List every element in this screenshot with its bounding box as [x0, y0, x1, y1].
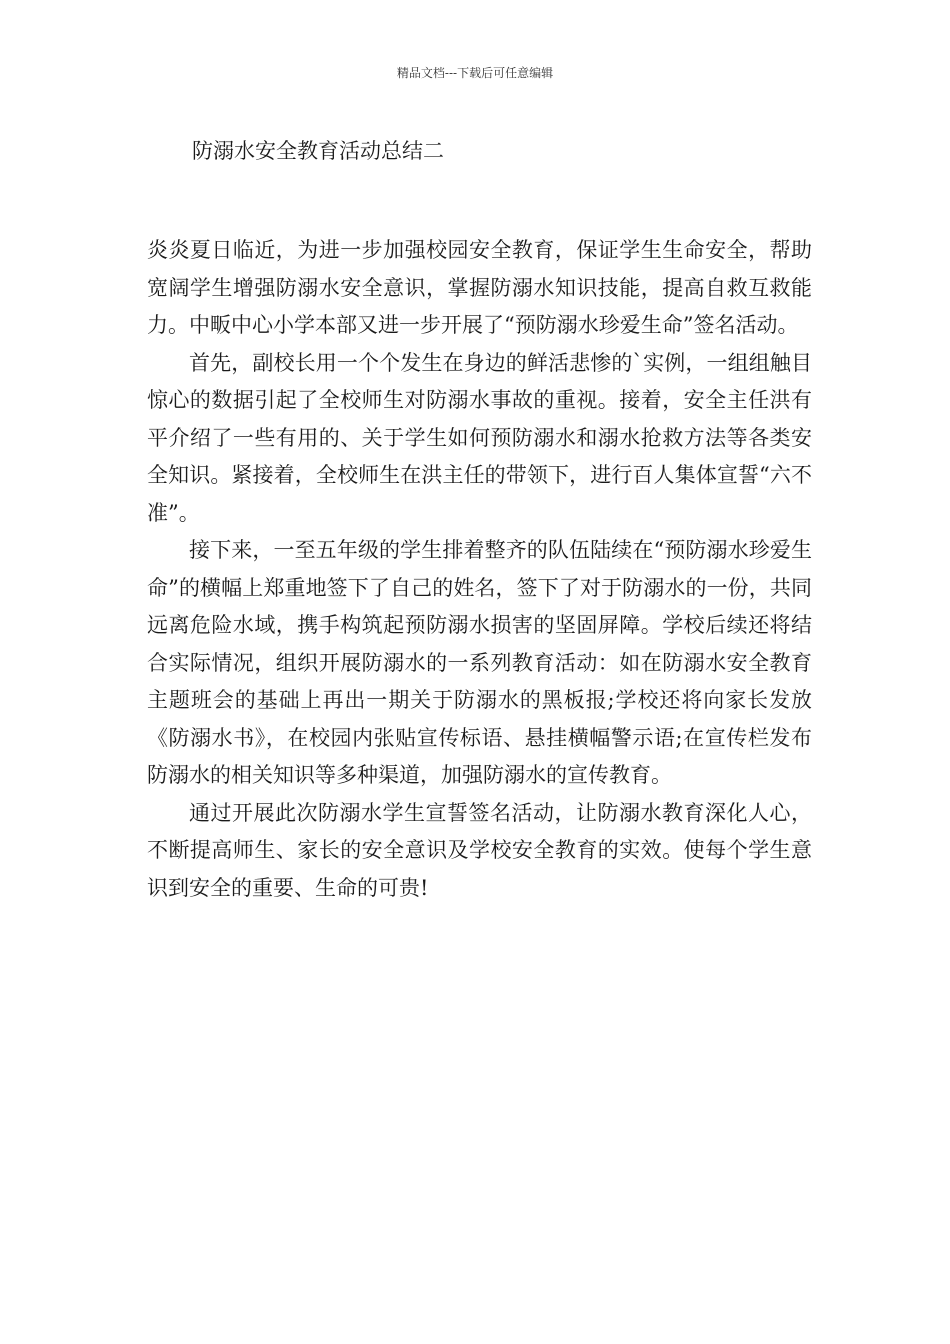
paragraph-1: 炎炎夏日临近，为进一步加强校园安全教育，保证学生生命安全，帮助宽阔学生增强防溺水安全意识，掌握防溺水知识技能，提高自救互救能力。中畈中心小学本部又进一步开展了“预防溺水珍爱生命”签名活动。 [147, 238, 812, 337]
page-header: 精品文档---下载后可任意编辑 [396, 66, 554, 80]
paragraph-3: 接下来，一至五年级的学生排着整齐的队伍陆续在“预防溺水珍爱生命”的横幅上郑重地签下了自己的姓名，签下了对于防溺水的一份，共同远离危险水域，携手构筑起预防溺水损害的坚固屏障。学校后续还将结合实际情况，组织开展防溺水的一系列教育活动：如在防溺水安全教育主题班会的基础上再出一期关于防溺水的黑板报;学校还将向家长发放《防溺水书》，在校园内张贴宣传标语、悬挂横幅警示语;在宣传栏发布防溺水的相关知识等多种渠道，加强防溺水的宣传教育。 [147, 538, 812, 787]
document-body [147, 232, 812, 907]
paragraph-4: 通过开展此次防溺水学生宣誓签名活动，让防溺水教育深化人心，不断提高师生、家长的安全意识及学校安全教育的实效。使每个学生意识到安全的重要、生命的可贵! [147, 800, 812, 900]
document-title: 防溺水安全教育活动总结二 [192, 139, 444, 163]
paragraph-2: 首先，副校长用一个个发生在身边的鲜活悲惨的`实例，一组组触目惊心的数据引起了全校师生对防溺水事故的重视。接着，安全主任洪有平介绍了一些有用的、关于学生如何预防溺水和溺水抢救方法等各类安全知识。紧接着，全校师生在洪主任的带领下，进行百人集体宣誓“六不准”。 [147, 350, 812, 525]
